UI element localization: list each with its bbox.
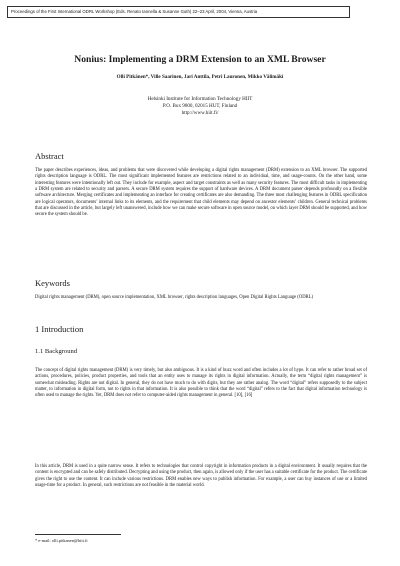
keywords-text: Digital rights management (DRM), open source implementation, XML browser, rights description languages, Open Digital Rights Language (ODRL) [35,295,314,300]
affiliation-institute: Helsinki Institute for Information Technology HIIT [147,96,253,102]
affiliation-address: P.O. Box 9800, 02015 HUT, Finland [162,103,238,109]
affiliation-url[interactable]: http://www.hiit.fi/ [181,110,219,116]
proceedings-header: Proceedings of the First International ODRL Workshop (Eds. Renato Iannella & Susanne Guth) 22–23 April, 2004, Vienna, Austria [7,6,350,18]
abstract-text: The paper describes experiences, ideas, and problems that were discovered while developing a digital rights management (DRM) extension to an XML browser. The supported rights description language is ODRL. The most significant implemented features are restrictions related to an individual, time, and usage-counts. On the other hand, some interesting features were intentionally left out. They include for example, aspect and target constraints as well as many security features. The most difficult tasks in implementing a DRM system are related to security and parsers. A secure DRM system requires the support of hardware devices. A DRM document parser depends profoundly on a flexible software architecture. Merging certificates and implementing an interface for creating certificates are also demanding. The three most challenging features in ODRL specification are logical operators, documents’ internal links to its elements, and the requirement that child elements may depend on ancestor elements’ children. General technical problems that are discussed in the article, but largely left unanswered, include how we can make secure software in open source model, on which layer DRM should be supported, and how secure the system should be. [35,168,367,218]
subsection-1-1-heading: 1.1 Background [35,348,78,355]
paper-title: Nonius: Implementing a DRM Extension to an XML Browser [74,54,326,65]
intro-paragraph-2: In this article, DRM is used in a quite narrow sense. It refers to technologies that control copyright in information products in a digital environment. It usually requires that the content is encrypted and can be safely distributed. Decrypting and using the product, then again, is allowed only if the user has a suitable certificate for the product. The certificate gives the right to use the content. It can include various restrictions. DRM enables new ways to publish information. For example, a user can buy instances of use or a limited usage-time for a product. In general, such restrictions are not feasible in the material world. [35,464,367,489]
author-list [0,74,400,80]
abstract-heading: Abstract [35,151,64,161]
intro-paragraph-1: The concept of digital rights management (DRM) is very timely, but also ambiguous. It is a kind of buzz word and often includes a lot of hype. It can refer to rather broad set of actions, procedures, policies, product properties, and tools that an entity uses to manage its rights in digital information. Actually, the term “digital rights management” is somewhat misleading. Rights are not digital. In general, they do not have much to do with digits, but they are rather analog. The word “digital” refers supposedly to the subject matter, to information in digital form, not to rights in that information. It is also possible to think that the word “digital” refers to the fact that digital information technology is often used to manage the rights. Yet, DRM does not refer to computer-aided rights management in general. [10], [16] [35,368,367,399]
author-names: Olli Pitkänen*, Ville Saarinen, Jari Anttila, Petri Lauronen, Mikko Välimäki [116,74,284,80]
section-1-heading: 1 Introduction [35,324,84,334]
keywords-heading: Keywords [35,278,70,288]
author-email-footnote: * e-mail: olli.pitkanen@hiit.fi [35,538,88,543]
footnote-divider [35,534,121,535]
